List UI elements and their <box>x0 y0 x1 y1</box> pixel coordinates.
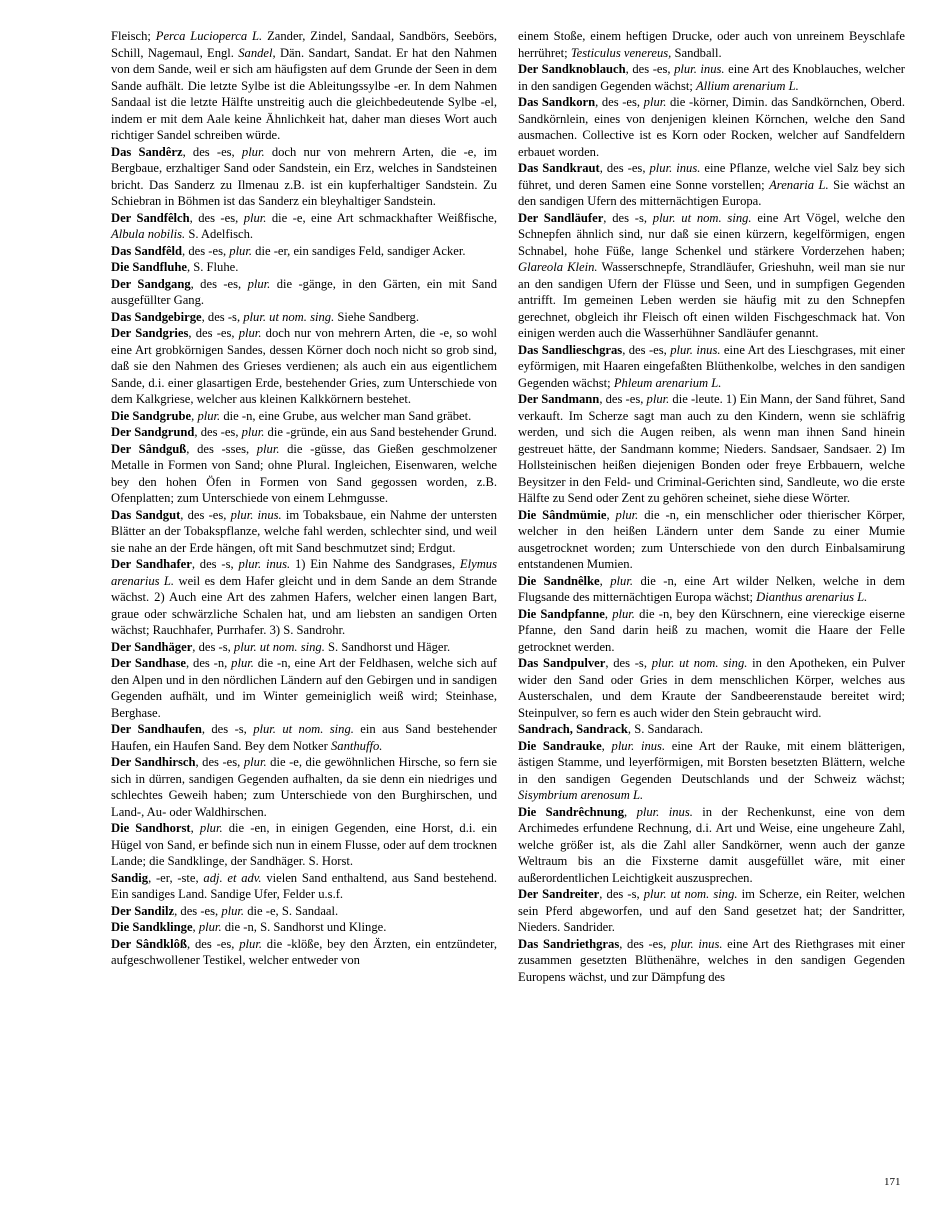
entry-text: , des -es, <box>189 210 244 225</box>
entry-text: die -körner, Dimin. das Sandkörnchen, Oberd. Sandkörnlein, eines von denjenigen kleinen Körnchen, welche den Sand ausmachen. Collective ist es Korn oder Rocken, welcher auf Sandfeldern erbauet worden. <box>518 95 905 159</box>
entry-text: , des -es, <box>599 161 650 175</box>
dictionary-entry <box>111 309 497 326</box>
entry-headword: Das Sandpulver <box>518 656 606 670</box>
entry-headword: Das Sandkorn <box>518 95 596 109</box>
italic-text: plur. <box>612 606 635 621</box>
entry-headword: Der Sandmann <box>518 392 600 406</box>
entry-text: die -n, eine Art wilder Nelken, welche in dem Flugsande des mitternächtigen Europa wächst; <box>518 573 906 604</box>
entry-text: , des -es, <box>180 507 231 522</box>
entry-text: eine Art des Lieschgrases, mit einer eyförmigen, mit Haaren eingefaßten Blüthenkolbe, welches in den sandigen Gegenden wächst; <box>518 342 905 390</box>
italic-text: plur. <box>199 821 223 835</box>
entry-headword: Der Sandgang <box>111 276 191 291</box>
entry-text: einem Stoße, einem heftigen Drucke, oder auch von unreinem Beyschlafe herrühret; <box>518 29 905 60</box>
entry-headword: Der Sandfêlch <box>111 210 190 225</box>
entry-headword: Der Sandilz <box>111 903 175 918</box>
italic-text: plur. inus. <box>649 161 701 175</box>
entry-text: , des -sses, <box>186 441 257 456</box>
dictionary-entry <box>518 738 905 804</box>
dictionary-entry <box>111 507 497 557</box>
entry-headword: Die Sandrauke <box>518 738 602 753</box>
entry-text: , des -s, <box>603 210 653 225</box>
italic-text: plur. ut nom. sing. <box>651 656 748 670</box>
italic-text: Albula nobilis. <box>111 227 186 241</box>
dictionary-entry <box>111 936 497 969</box>
italic-text: plur. <box>229 243 253 258</box>
entry-text: , S. Sandarach. <box>627 722 704 736</box>
italic-text: plur. <box>243 755 267 769</box>
dictionary-entry <box>518 342 905 392</box>
entry-text: , des -n, <box>186 656 232 670</box>
entry-text: die -e, eine Art schmackhafter Weißfische, <box>266 210 498 225</box>
entry-headword: Der Sandhase <box>111 656 187 670</box>
entry-headword: Das Sandgut <box>111 507 181 522</box>
entry-text: , S. Fluhe. <box>186 260 239 274</box>
dictionary-entry <box>518 160 905 210</box>
dictionary-entry <box>518 61 905 94</box>
italic-text: plur. <box>238 326 262 340</box>
italic-text: plur. <box>231 656 254 670</box>
italic-text: Arenaria L. <box>769 177 829 192</box>
entry-headword: Sandrach, Sandrack <box>518 722 628 736</box>
italic-text: plur. <box>610 573 633 588</box>
entry-text: die -klöße, bey den Ärzten, ein entzündeter, aufgeschwollener Testikel, welcher entweder von <box>111 936 498 967</box>
dictionary-entry <box>111 243 497 260</box>
entry-text: , <box>192 920 199 934</box>
entry-text: die -gänge, in den Gärten, ein mit Sand ausgefüllter Gang. <box>111 276 497 307</box>
italic-text: plur. inus. <box>670 342 721 357</box>
dictionary-entry <box>111 259 497 276</box>
entry-headword: Das Sandkraut <box>518 161 600 175</box>
entry-text: , des -es, <box>182 243 230 258</box>
entry-headword: Das Sandriethgras <box>518 936 620 951</box>
entry-headword: Das Sandfêld <box>111 243 183 258</box>
entry-headword: Der Sandhaufen <box>111 722 202 736</box>
dictionary-entry <box>111 754 497 820</box>
italic-text: plur. ut nom. sing. <box>253 722 354 736</box>
entry-text: die -n, bey den Kürschnern, eine viereckige eiserne Pfanne, den Sand darin heiß zu machen, womit die Haare der Felle getrocknet werden. <box>518 606 906 654</box>
italic-text: Phleum arenarium L. <box>613 375 722 390</box>
dictionary-entry <box>518 507 905 573</box>
entry-text: 1) Ein Nahme des Sandgrases, <box>290 557 460 571</box>
dictionary-entry <box>518 391 905 507</box>
entry-headword: Die Sandfluhe <box>111 260 187 274</box>
entry-headword: Das Sandlieschgras <box>518 342 623 357</box>
entry-text: , <box>599 573 611 588</box>
entry-text: die -n, ein menschlicher oder thierischer Körper, welcher in den heißen Ländern unter dem Sande zu einer Mumie ausgetrocknet worden; zum Unterschiede von den durch Einbalsamirung entstandenen Mumien. <box>518 507 906 571</box>
dictionary-entry <box>111 424 497 441</box>
italic-text: Perca Lucioperca L. <box>155 29 263 43</box>
entry-headword: Der Sandgries <box>111 326 189 340</box>
entry-text: , des -s, <box>201 309 244 324</box>
entry-text: eine Art des Knoblauches, welcher in den sandigen Gegenden wächst; <box>518 62 905 93</box>
italic-text: Elymus arenarius L. <box>111 557 497 588</box>
dictionary-entry <box>111 903 497 920</box>
entry-text: eine Art der Rauke, mit einem blätterigen, ästigen Stamme, und leyerförmigen, mit Borsten besetzten Blättern, welche in den sandigen Gegenden Deutschlands und der Schweiz wächst; <box>518 738 905 786</box>
entry-text: , des -es, <box>182 144 242 159</box>
entry-text: die -e, S. Sandaal. <box>244 903 339 918</box>
italic-text: Glareola Klein. <box>518 260 598 274</box>
dictionary-entry <box>111 639 497 656</box>
italic-text: plur. <box>646 392 670 406</box>
entry-text: ein aus Sand bestehender Haufen, ein Haufen Sand. Bey dem Notker <box>111 722 497 753</box>
italic-text: Santhuffo. <box>330 738 383 753</box>
entry-text: die -en, in einigen Gegenden, eine Horst, d.i. ein Hügel von Sand, er befinde sich nun in einem Flusse, oder auf dem trocknen Lande; die Sandklinge, der Sandhäger. S. Horst. <box>111 821 497 868</box>
entry-headword: Die Sandklinge <box>111 920 193 934</box>
entry-text: , des -es, <box>619 936 671 951</box>
entry-text: Wasserschnepfe, Strandläufer, Grieshuhn, weil man sie nur an den sandigen Ufern der Flüsse und Seen, und in sumpfigen Gegenden antrifft. Im gemeinen Leben werden sie häufig mit zu den Schnepfen gerechnet, obgleich ihr Fleisch oft einen wilden Fischgeschmack hat. Von einigen werden auch die Wasserhühner Sandläufer genannt. <box>518 260 905 340</box>
entry-text: die -er, ein sandiges Feld, sandiger Acker. <box>252 243 466 258</box>
entry-text: Fleisch; <box>111 29 156 43</box>
italic-text: Sandel, <box>238 45 276 60</box>
entry-headword: Der Sandhafer <box>111 557 192 571</box>
dictionary-entry <box>518 573 905 606</box>
entry-text: in der Rechenkunst, eine von dem Archimedes erfundene Rechnung, d.i. Art und Weise, eine ungeheure Zahl, welche größer ist, als die Zahl aller Sandkörner, wenn auch der ganze Weltraum bis an die Fixsterne damit ausgefüllet wäre, mit einer außerordentlichen Leichtigkeit auszusprechen. <box>518 804 905 885</box>
italic-text: plur. <box>256 441 280 456</box>
entry-text: doch nur von mehrern Arten, die -e, so wohl eine Art grobkörnigen Sandes, dessen Körner doch noch nicht so grob sind, daß sie den Nahmen des Grieses verdienen; als auch ein aus eigentlichem Sande, d.i. einer glasartigen Erde, bestehender Gries, zum Unterschiede von dem Kalkgriese, welcher aus kleinen Kalkkörnern bestehet. <box>111 326 497 406</box>
dictionary-entry <box>111 655 497 721</box>
entry-headword: Der Sandgrund <box>111 425 195 439</box>
italic-text: plur. <box>241 425 265 439</box>
dictionary-entry <box>518 804 905 887</box>
entry-text: S. Sandhorst und Häger. <box>324 639 451 654</box>
entry-text: , <box>604 606 613 621</box>
dictionary-entry <box>111 276 497 309</box>
dictionary-entry <box>111 870 497 903</box>
entry-text: die -n, eine Grube, aus welcher man Sand gräbet. <box>220 408 472 423</box>
page-number: 171 <box>884 1176 901 1188</box>
entry-text: , <box>191 408 198 423</box>
entry-text: , des -es, <box>186 936 240 951</box>
italic-text: plur. <box>615 507 639 522</box>
entry-text: die -gründe, ein aus Sand bestehender Grund. <box>264 425 497 439</box>
dictionary-entry <box>111 28 497 144</box>
dictionary-entry <box>111 325 497 408</box>
dictionary-entry <box>111 408 497 425</box>
dictionary-entry <box>518 28 905 61</box>
italic-text: adj. et adv. <box>203 870 262 885</box>
italic-text: plur. <box>197 408 221 423</box>
entry-headword: Das Sandgebirge <box>111 309 202 324</box>
entry-text: , des -es, <box>622 342 671 357</box>
entry-headword: Die Sandnêlke <box>518 573 600 588</box>
italic-text: plur. <box>239 936 262 951</box>
dictionary-entry <box>111 721 497 754</box>
entry-text: , des -es, <box>625 62 675 76</box>
entry-text: , des -es, <box>195 755 244 769</box>
entry-text: , des -s, <box>201 722 254 736</box>
italic-text: plur. ut nom. sing. <box>233 639 325 654</box>
entry-text: im Scherze, ein Reiter, welchen sein Pferd abgeworfen, und auf den Sand gesetzet hat; der Sandritter, Nieders. Sandrider. <box>518 887 906 934</box>
entry-text: , <box>624 804 637 819</box>
entry-text: , des -es, <box>188 326 239 340</box>
entry-text: , des -s, <box>599 887 644 901</box>
dictionary-entry <box>111 820 497 870</box>
entry-text: , des -s, <box>192 639 234 654</box>
italic-text: plur. inus. <box>670 936 723 951</box>
dictionary-entry <box>518 721 905 738</box>
entry-text: , des -es, <box>194 425 242 439</box>
dictionary-entry <box>518 936 905 986</box>
entry-headword: Die Sandrêchnung <box>518 804 624 819</box>
entry-headword: Der Sandläufer <box>518 210 604 225</box>
entry-text: , des -s, <box>191 557 239 571</box>
entry-text: , <box>601 738 612 753</box>
entry-text: die -n, eine Art der Feldhasen, welche sich auf den Alpen und in den nördlichen Ländern auf den Gebirgen und in sandigen Gegenden aufhält, und im Winter gemeiniglich weiß wird; Steinhase, Berghase. <box>111 656 498 720</box>
italic-text: plur. ut nom. sing. <box>643 887 738 901</box>
entry-headword: Der Sândklôß <box>111 936 187 951</box>
entry-text: eine Art Vögel, welche den Schnepfen ähnlich sind, nur daß sie einen kürzern, kegelförmigen, engen Schnabel, hohe Füße, lange Schenkel und stärkere Vorderzehen haben; <box>518 210 905 258</box>
entry-headword: Sandig <box>111 870 149 885</box>
dictionary-entry <box>111 556 497 639</box>
italic-text: plur. <box>247 276 271 291</box>
entry-text: Siehe Sandberg. <box>334 309 419 324</box>
entry-text: , des -es, <box>595 95 644 109</box>
entry-text: , des -es, <box>190 276 248 291</box>
dictionary-entry <box>111 441 497 507</box>
entry-text: im Tobaksbaue, ein Nahme der untersten Blätter an der Tobakspflanze, welche fahl werden, schlechter sind, und weil sie nahe an der Erde hängen, oft mit Sand beschmutzet sind; Erdgut. <box>111 507 497 555</box>
dictionary-entry <box>111 144 497 210</box>
entry-text: doch nur von mehrern Arten, die -e, im Bergbaue, erzhaltiger Sand oder Sandstein, ein Erz, welches in Sandsteinen bricht. Das Sanderz zu Ilmenau z.B. ist ein kupferhaltiger Sandstein. Zu Schiebran in Böhmen ist das Sanderz ein bleyhaltiger Sandstein. <box>111 144 497 208</box>
entry-text: vielen Sand enthaltend, aus Sand bestehend. Ein sandiges Land. Sandige Ufer, Felder u.s.f. <box>111 870 497 901</box>
entry-text: die -e, die gewöhnlichen Hirsche, so fern sie sich in dürren, sandigen Gegenden aufhalten, da sie denn ein niedriges und schlechtes Geweih haben; zum Unterschiede von den Burghirschen, und Land-, Au- oder Waldhirschen. <box>111 755 498 819</box>
dictionary-entry <box>111 919 497 936</box>
dictionary-entry <box>518 210 905 342</box>
entry-text: , <box>606 507 616 522</box>
right-column <box>518 28 905 985</box>
left-column <box>111 28 497 969</box>
entry-headword: Der Sandreiter <box>518 887 600 901</box>
italic-text: plur. <box>643 95 667 109</box>
dictionary-entry <box>518 886 905 936</box>
entry-headword: Der Sândguß <box>111 441 187 456</box>
italic-text: Dianthus arenarius L. <box>756 590 868 604</box>
entry-text: , des -es, <box>599 392 647 406</box>
entry-text: die -güsse, das Gießen geschmolzener Metalle in Formen von Sand; ohne Plural. Ingleichen, Eisenwaren, welche bey den hohen Öfen in Formen von Sand gegossen worden, z.B. Ofenplatten; zum Unterschiede von einem Lehmgusse. <box>111 441 498 505</box>
entry-text: , des -es, <box>174 903 222 918</box>
entry-headword: Der Sandhäger <box>111 639 193 654</box>
italic-text: plur. <box>221 903 245 918</box>
entry-headword: Die Sandgrube <box>111 408 192 423</box>
entry-text: Sandball. <box>671 45 722 60</box>
italic-text: plur. <box>198 920 222 934</box>
dictionary-entry <box>518 655 905 721</box>
italic-text: plur. inus. <box>636 804 693 819</box>
dictionary-entry <box>518 94 905 160</box>
italic-text: plur. inus. <box>238 557 291 571</box>
italic-text: plur. inus. <box>674 62 725 76</box>
entry-text: Dän. Sandart, Sandat. Er hat den Nahmen von dem Sande, weil er sich am häufigsten auf dem Grunde der Seen in dem Sande aufhält. Die letzte Sylbe ist die Ableitungssylbe -er. In dem Nahmen Sandaal ist die letzte Hälfte unstreitig auch die gleichbedeutende Sylbe -el, indem er mit dem Aale keine Ähnlichkeit hat, daher man dieses Wort auch richtiger Sandel schreiben würde. <box>111 45 497 142</box>
entry-headword: Die Sandhorst <box>111 821 191 835</box>
italic-text: plur. inus. <box>230 507 282 522</box>
italic-text: plur. <box>243 210 267 225</box>
dictionary-entry <box>518 606 905 656</box>
entry-headword: Der Sandknoblauch <box>518 62 626 76</box>
entry-text: eine Pflanze, welche viel Salz bey sich führet, und deren Samen eine Sonne vorstellen; <box>518 161 906 192</box>
entry-text: weil es dem Hafer gleicht und in dem Sande an dem Strande wächst. 2) Auch eine Art des zahmen Hafers, welcher einen langen Bart, graue oder schwärzliche Schalen hat, und am liebsten an sandigen Orten wächst; Rauchhafer, Purrhafer. 3) S. Sandrohr. <box>111 573 497 637</box>
entry-text: in den Apotheken, ein Pulver wider den Sand oder Gries in dem menschlichen Körper, welches aus Austerschalen, und dem Kraute der Sandbeerenstaude bereitet wird; Steinpulver, so fern es auch wider den Stein gebraucht wird. <box>518 656 906 720</box>
italic-text: plur. ut nom. sing. <box>243 309 335 324</box>
entry-text: , -er, -ste, <box>148 870 204 885</box>
entry-text: S. Adelfisch. <box>185 227 254 241</box>
italic-text: Sisymbrium arenosum L. <box>518 788 644 802</box>
entry-text: , <box>190 821 200 835</box>
italic-text: plur. ut nom. sing. <box>652 210 752 225</box>
entry-text: Zander, Zindel, Sandaal, Sandbörs, Seebörs, Schill, Nagemaul, Engl. <box>111 29 497 60</box>
entry-text: die -leute. 1) Ein Mann, der Sand führet, Sand verkauft. Im Scherze sagt man auch zu den Kindern, wenn sie schläfrig werden, und sich die Augen reiben, als wenn man ihnen Sand hinein gestreuet hätte, der Sandmann komme; Nieders. Sandsaer, Sandsaer. 2) Im Hollsteinischen heißen diejenigen Bonden oder freye Erbbauern, welche Beysitzer in den Feld- und Criminal-Gerichten sind, Sandleute, wo die erste Hälfte zu Send oder Zent zu gehören scheinet, siehe diese Wörter. <box>518 392 906 505</box>
entry-headword: Der Sandhirsch <box>111 755 196 769</box>
entry-text: , des -s, <box>605 656 652 670</box>
entry-headword: Das Sandêrz <box>111 144 183 159</box>
dictionary-entry <box>111 210 497 243</box>
entry-headword: Die Sandpfanne <box>518 606 605 621</box>
italic-text: plur. inus. <box>611 738 666 753</box>
entry-text: die -n, S. Sandhorst und Klinge. <box>221 920 387 934</box>
italic-text: Allium arenarium L. <box>696 78 799 93</box>
entry-text: eine Art des Riethgrases mit einer zusammen gesetzten Blüthenähre, welches in den sandigen Gegenden Europens wächst, und zur Dämpfung des <box>518 936 905 984</box>
italic-text: Testiculus venereus, <box>570 45 672 60</box>
entry-headword: Die Sândmümie <box>518 507 607 522</box>
entry-text: Sie wächst an den sandigen Ufern des mitternächtigen Europa. <box>518 177 905 208</box>
italic-text: plur. <box>241 144 265 159</box>
